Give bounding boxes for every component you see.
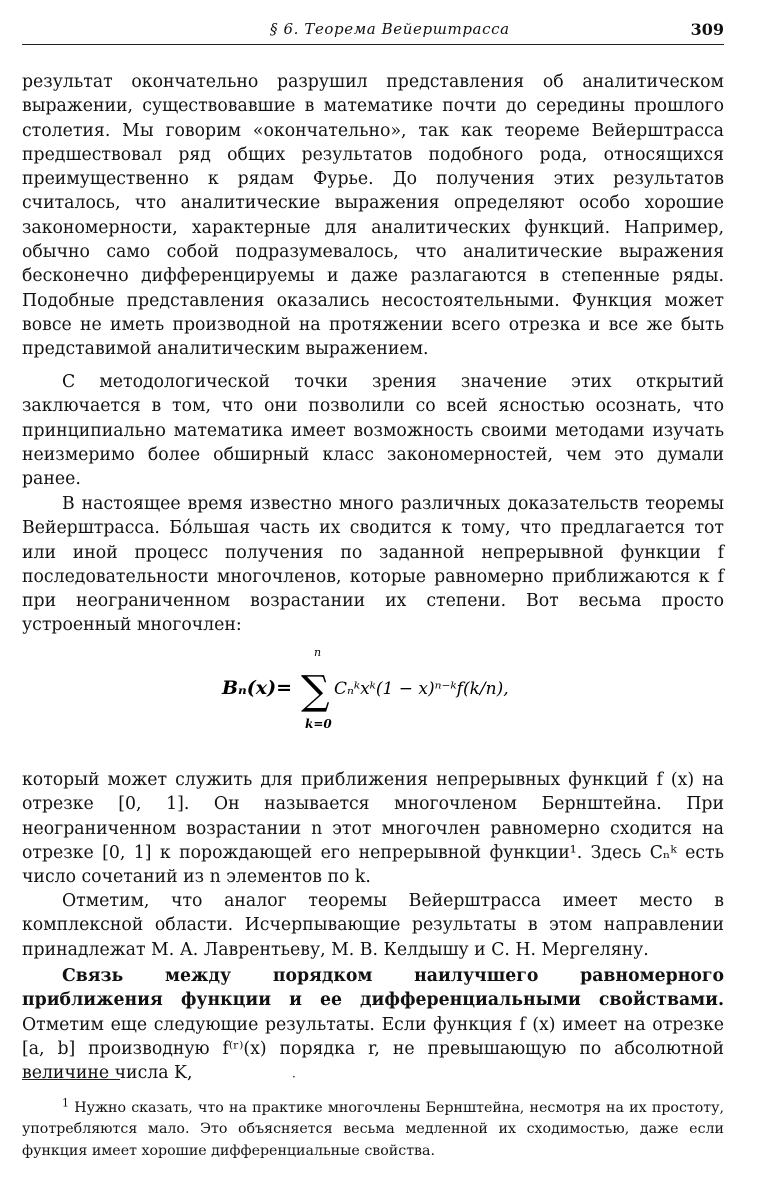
paragraph-2-text: С методологической точки зрения значение этих открытий заключается в том, что они позволили со всей ясностью осознать, что принципиально математика имеет возможность своими методами изучать неизмеримо более обширный класс закономерностей, чем это думали ранее. (22, 372, 724, 490)
paragraph-6-body: Отметим еще следующие результаты. Если функция f (x) имеет на отрезке [a, b] производную f⁽ʳ⁾(x) порядка r, не превышающую по абсолютной величине числа K, (22, 1014, 724, 1084)
header-rule (22, 44, 724, 45)
paragraph-4 (22, 768, 724, 889)
paragraph-1 (22, 70, 724, 362)
page-header (22, 18, 724, 44)
paragraph-5 (22, 889, 724, 962)
footnote-rule (22, 1079, 120, 1080)
bernstein-formula (218, 640, 548, 730)
paragraph-2 (22, 370, 724, 491)
paragraph-3 (22, 492, 724, 638)
sum-symbol: ∑ (301, 668, 330, 714)
paragraph-6-text (22, 964, 724, 1085)
footnote-mark: 1 (62, 1096, 69, 1110)
footnote (22, 1098, 724, 1162)
footnote-text (22, 1098, 724, 1162)
paragraph-1-text: результат окончательно разрушил представления об аналитическом выражении, существовавшие в математике почти до середины прошлого столетия. Мы говорим «окончательно», так как теореме Вейерштрасса предшествовал ряд общих результатов подобного рода, относящихся преимущественно к рядам Фурье. До получения этих результатов считалось, что аналитические выражения определяют особо хорошие закономерности, характерные для аналитических функций. Например, обычно само собой подразумевалось, что аналитические выражения бесконечно дифференцируемы и даже разлагаются в степенные ряды. Подобные представления оказались несостоятельными. Функция может вовсе не иметь производной на протяжении всего отрезка и все же быть представимой аналитическим выражением. (22, 72, 724, 360)
sum-upper-limit: n (314, 646, 322, 659)
formula-term: Cₙᵏxᵏ(1 − x)ⁿ⁻ᵏf(k/n), (334, 679, 509, 699)
sum-lower-limit: k=0 (305, 717, 332, 730)
page-number: 309 (690, 20, 724, 39)
running-head: § 6. Теорема Вейерштрасса (270, 20, 510, 38)
stray-dot: · (292, 1070, 296, 1084)
footnote-body: Нужно сказать, что на практике многочлены Бернштейна, несмотря на их простоту, употребляются мало. Это объясняется весьма медленной их сходимостью, даже если функция имеет хорошие дифференциальные свойства. (22, 1100, 724, 1159)
formula-lhs: Bₙ(x)= (222, 677, 292, 699)
paragraph-3-text: В настоящее время известно много различных доказательств теоремы Вейерштрасса. Бо́льшая часть их сводится к тому, что предлагается тот или иной процесс получения по заданной непрерывной функции f последовательности многочленов, которые равномерно приближаются к f при неограниченном возрастании их степени. Вот весьма просто устроенный многочлен: (22, 494, 724, 636)
paragraph-6-heading: Связь между порядком наилучшего равномерного приближения функции и ее дифференциальными свойствами. (22, 966, 724, 1011)
paragraph-6 (22, 964, 724, 1085)
paragraph-5-text: Отметим, что аналог теоремы Вейерштрасса имеет место в комплексной области. Исчерпывающие результаты в этом направлении принадлежат М. А. Лаврентьеву, М. В. Келдышу и С. Н. Мергеляну. (22, 891, 724, 960)
paragraph-4-text: который может служить для приближения непрерывных функций f (x) на отрезке [0, 1]. Он называется многочленом Бернштейна. При неограниченном возрастании n этот многочлен равномерно сходится на отрезке [0, 1] к порождающей его непрерывной функции¹. Здесь Cₙᵏ есть число сочетаний из n элементов по k. (22, 770, 724, 888)
